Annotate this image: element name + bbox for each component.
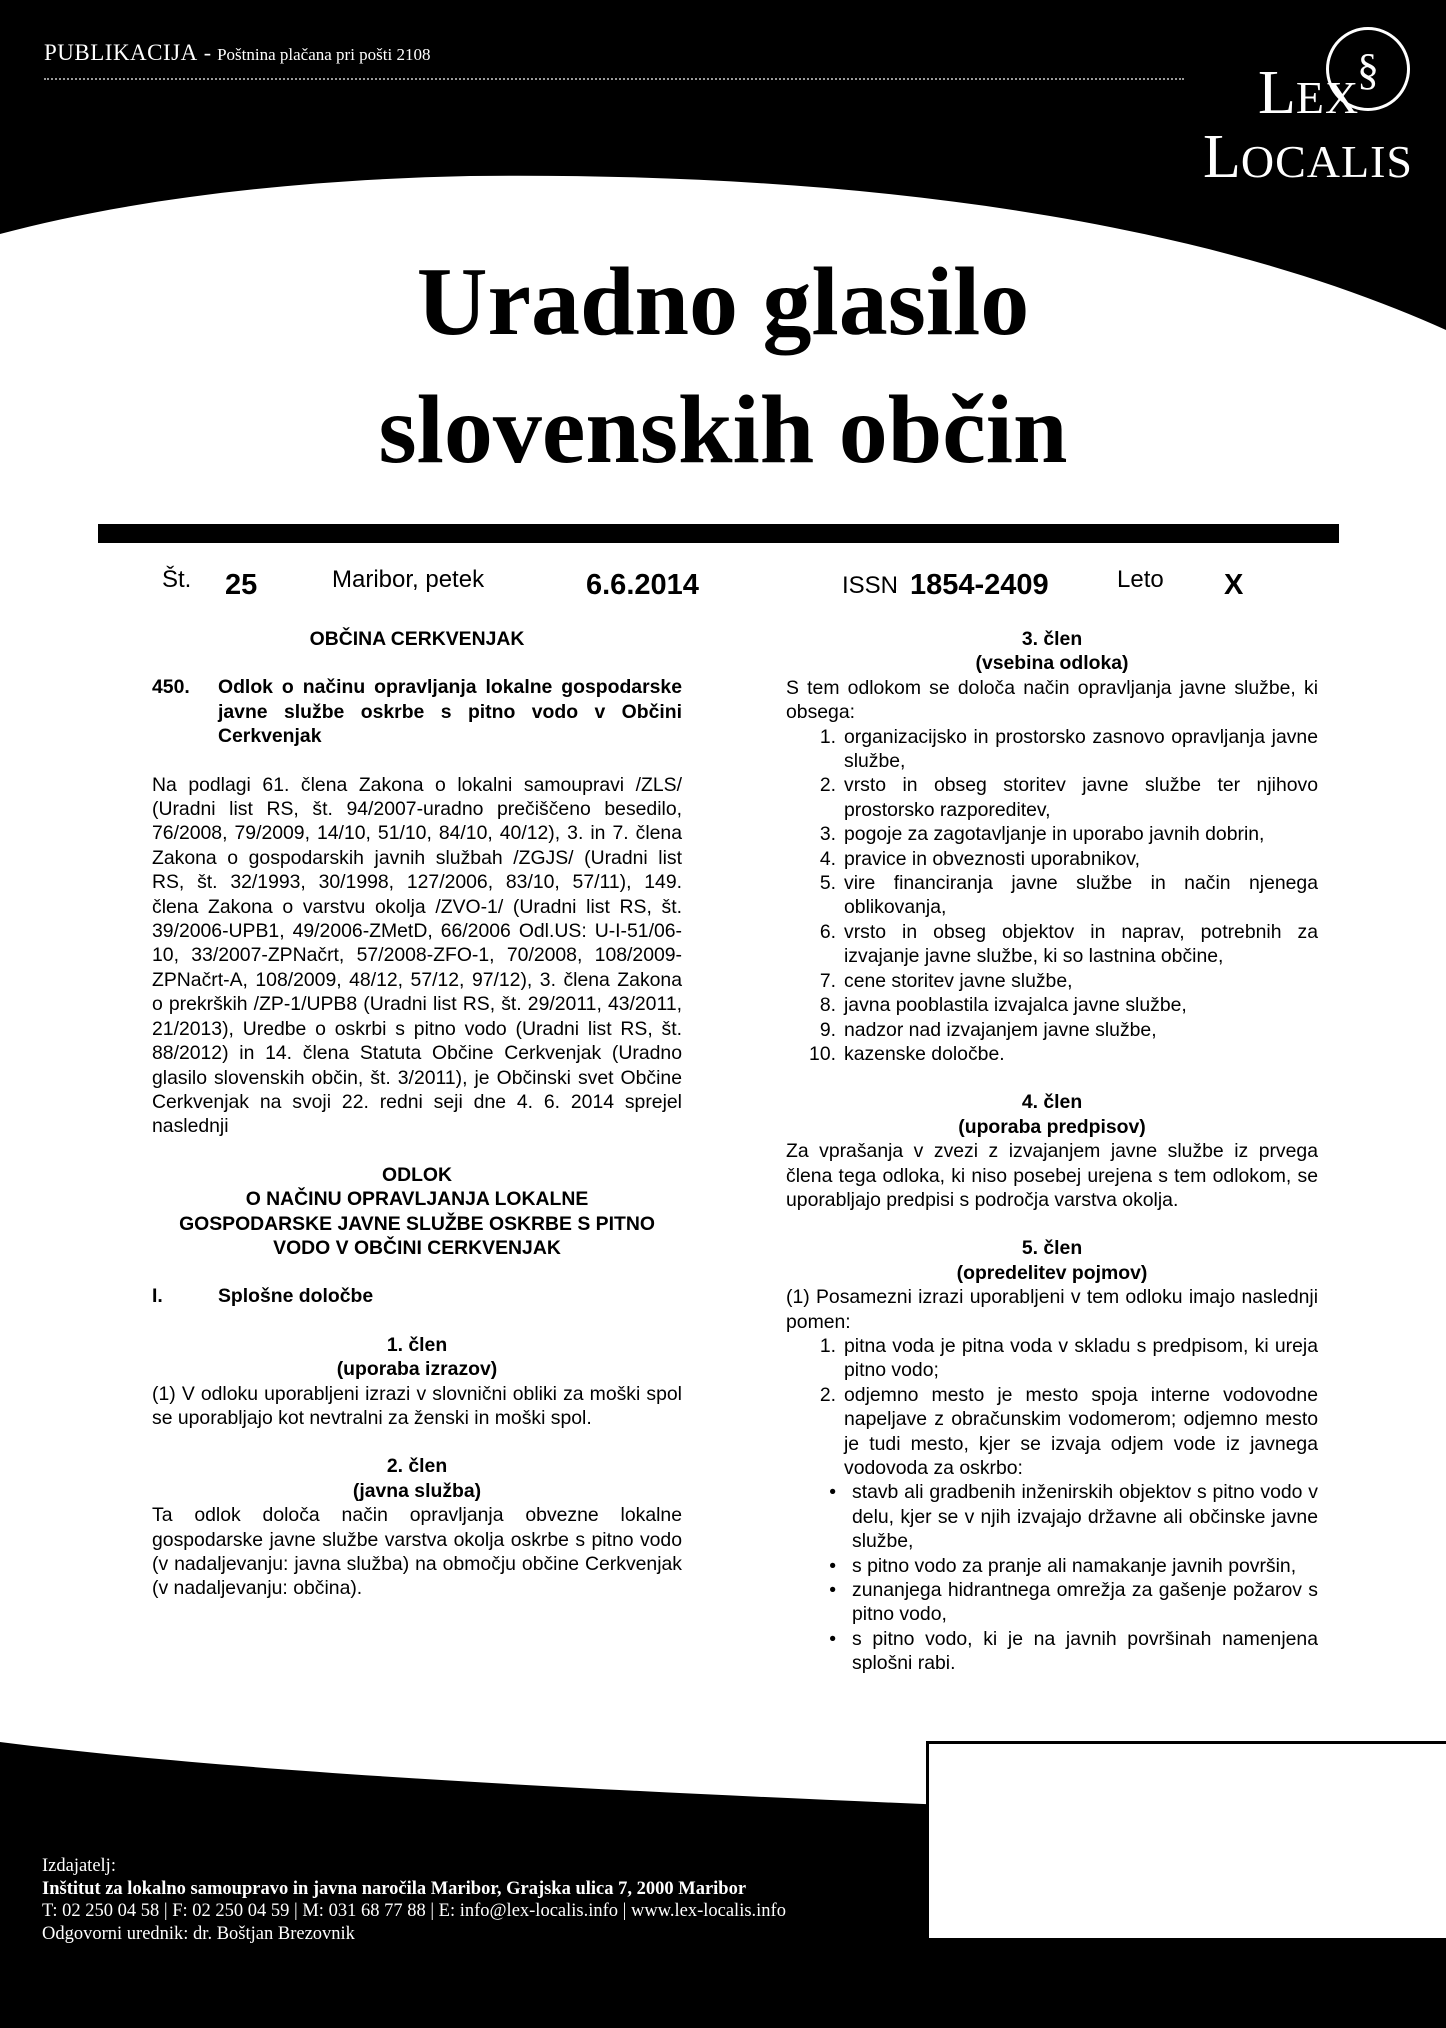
list-item-text: vire financiranja javne službe in način njenega oblikovanja,	[844, 872, 1318, 919]
bullet-text: stavb ali gradbenih inženirskih objektov s pitno vodo v delu, kjer se v njih izvajajo državne ali občinske javne službe,	[852, 1481, 1318, 1553]
list-item	[786, 1334, 1318, 1383]
issue-place-day: Maribor, petek	[332, 566, 485, 593]
article-5-intro: (1) Posamezni izrazi uporabljeni v tem odloku imajo naslednji pomen:	[786, 1286, 1318, 1333]
bullet-dot-icon: •	[829, 1554, 836, 1577]
bullet-dot-icon: •	[829, 1579, 836, 1602]
dotted-divider	[44, 78, 1184, 80]
page-title	[0, 238, 1446, 494]
bullet-dot-icon: •	[829, 1627, 836, 1650]
logo-localis	[1203, 123, 1413, 191]
article-5-bullets	[786, 1480, 1318, 1675]
list-item-number: 3.	[819, 823, 836, 846]
title-rule	[98, 524, 1339, 543]
logo-localis-cap: L	[1203, 123, 1241, 191]
article-5-list	[786, 1334, 1318, 1480]
list-item-number: 7.	[819, 969, 836, 992]
list-item	[786, 847, 1318, 871]
list-item-number: 2.	[819, 1383, 836, 1406]
article-4-text: Za vprašanja v zvezi z izvajanjem javne službe iz prvega člena tega odloka, ki niso posebej urejena s tem odlokom, se uporabljajo predpisi s področja varstva okolja.	[786, 1140, 1318, 1211]
decree-heading-4: VODO V OBČINI CERKVENJAK	[273, 1236, 561, 1259]
footer-contacts: T: 02 250 04 58 | F: 02 250 04 59 | M: 031 68 77 88 | E: info@lex-localis.info | www.lex-localis.info	[42, 1901, 786, 1921]
postage-note: Poštnina plačana pri pošti 2108	[217, 45, 431, 64]
article-5-title: (opredelitev pojmov)	[956, 1261, 1148, 1284]
issn-number: 1854-2409	[910, 569, 1049, 601]
list-item	[786, 1383, 1318, 1481]
article-4-title: (uporaba predpisov)	[958, 1115, 1146, 1138]
article-1-number: 1. člen	[386, 1333, 448, 1356]
article-3-number: 3. člen	[1021, 628, 1083, 650]
list-item-text: vrsto in obseg storitev javne službe ter njihovo prostorsko razporeditev,	[844, 774, 1318, 821]
list-item-text: vrsto in obseg objektov in naprav, potrebnih za izvajanje javne službe, ki so lastnina občine,	[844, 920, 1318, 968]
list-item-text: nadzor nad izvajanjem javne službe,	[844, 1018, 1157, 1041]
list-item-number: 9.	[819, 1018, 836, 1041]
bullet-text: s pitno vodo, ki je na javnih površinah namenjena splošni rabi.	[852, 1627, 1318, 1675]
logo-lex-cap: L	[1258, 59, 1296, 127]
list-item	[786, 920, 1318, 969]
article-1-title: (uporaba izrazov)	[336, 1358, 498, 1381]
list-item-text: pravice in obveznosti uporabnikov,	[844, 847, 1141, 870]
list-item-number: 4.	[819, 847, 836, 870]
blank-box	[926, 1741, 1446, 1941]
publisher-label: Izdajatelj:	[42, 1856, 116, 1876]
list-item	[786, 822, 1318, 846]
year-roman: X	[1224, 569, 1244, 601]
bullet-item	[786, 1627, 1318, 1676]
list-item	[786, 993, 1318, 1017]
section-title: Splošne določbe	[218, 1285, 374, 1308]
publication-line	[44, 40, 430, 66]
logo-localis-rest: OCALIS	[1240, 136, 1413, 187]
issue-number: 25	[225, 569, 258, 601]
list-item-number: 10.	[809, 1042, 836, 1065]
list-item-number: 6.	[819, 920, 836, 943]
article-4-number: 4. člen	[1021, 1091, 1083, 1114]
list-item	[786, 871, 1318, 920]
decree-heading-1: ODLOK	[381, 1163, 453, 1186]
year-label: Leto	[1117, 566, 1164, 593]
bullet-dot-icon: •	[829, 1481, 836, 1504]
article-2-text: Ta odlok določa način opravljanja obvezne lokalne gospodarske javne službe varstva okolja oskrbe s pitno vodo (v nadaljevanju: javna služba) na območju občine Cerkvenjak (v nadaljevanju: občina).	[152, 1504, 682, 1600]
right-column	[786, 627, 1318, 1676]
list-item-number: 1.	[819, 725, 836, 748]
article-3-title: (vsebina odloka)	[975, 652, 1129, 675]
section-sign-icon: §	[1326, 27, 1410, 111]
bullet-item	[786, 1480, 1318, 1553]
list-item-text: cene storitev javne službe,	[844, 969, 1073, 992]
item-number: 450.	[152, 676, 190, 699]
left-column	[152, 627, 682, 1601]
list-item-text: odjemno mesto je mesto spoja interne vodovodne napeljave z obračunskim vodomerom; odjemno mesto je tudi mesto, kjer se izvaja odjem vode iz javnega vodovoda za oskrbo:	[844, 1383, 1318, 1479]
list-item	[786, 969, 1318, 993]
publication-separator: -	[203, 40, 212, 65]
list-item	[786, 1018, 1318, 1042]
footer-editor: Odgovorni urednik: dr. Boštjan Brezovnik	[42, 1923, 355, 1944]
logo-lex-rest: EX	[1295, 72, 1360, 123]
list-item-number: 8.	[819, 994, 836, 1017]
article-2-number: 2. člen	[386, 1455, 448, 1478]
logo-lex	[1258, 59, 1360, 127]
list-item-text: pitna voda je pitna voda v skladu s predpisom, ki ureja pitno vodo;	[844, 1334, 1318, 1382]
bullet-text: zunanjega hidrantnega omrežja za gašenje požarov s pitno vodo,	[852, 1579, 1318, 1626]
list-item-number: 2.	[819, 774, 836, 797]
issn-label: ISSN	[842, 572, 899, 599]
bullet-item	[786, 1578, 1318, 1627]
list-item	[786, 1042, 1318, 1066]
preamble-text: Na podlagi 61. člena Zakona o lokalni samoupravi /ZLS/ (Uradni list RS, št. 94/2007-uradno prečiščeno besedilo, 76/2008, 79/2009, 14/10, 51/10, 84/10, 40/12), 3. in 7. člena Zakona o gospodarskih javnih službah /ZGJS/ (Uradni list RS, št. 32/1993, 30/1998, 127/2006, 83/10, 57/11), 149. člena Zakona o varstvu okolja /ZVO-1/ (Uradni list RS, št. 39/2006-UPB1, 49/2006-ZMetD, 66/2006 Odl.US: U-I-51/06-10, 33/2007-ZPNačrt, 57/2008-ZFO-1, 70/2008, 108/2009-ZPNačrt-A, 108/2009, 48/12, 57/12, 97/12), 3. člena Zakona o prekrških /ZP-1/UPB8 (Uradni list RS, št. 29/2011, 43/2011, 21/2013), Uredbe o oskrbi s pitno vodo (Uradni list RS, št. 88/2012) in 14. člena Statuta Občine Cerkvenjak (Uradno glasilo slovenskih občin, št. 3/2011), je Občinski svet Občine Cerkvenjak na svoji 22. redni seji dne 4. 6. 2014 sprejel naslednji	[152, 773, 682, 1138]
list-item-number: 5.	[819, 872, 836, 895]
bullet-text: s pitno vodo za pranje ali namakanje javnih površin,	[852, 1554, 1297, 1577]
section-heading	[152, 1284, 682, 1308]
article-3-list	[786, 725, 1318, 1067]
footer-info	[42, 1855, 786, 1945]
title-line-1: Uradno glasilo	[416, 248, 1030, 356]
decree-heading-3: GOSPODARSKE JAVNE SLUŽBE OSKRBE S PITNO	[179, 1212, 655, 1235]
decree-heading-2: O NAČINU OPRAVLJANJA LOKALNE	[245, 1188, 589, 1211]
item-title: Odlok o načinu opravljanja lokalne gospodarske javne službe oskrbe s pitno vodo v Občini Cerkvenjak	[218, 676, 682, 748]
title-line-2: slovenskih občin	[378, 376, 1068, 484]
list-item-text: pogoje za zagotavljanje in uporabo javnih dobrin,	[844, 823, 1265, 846]
article-1-text: (1) V odloku uporabljeni izrazi v slovnični obliki za moški spol se uporabljajo kot nevtralni za ženski in moški spol.	[152, 1382, 682, 1429]
list-item-text: javna pooblastila izvajalca javne službe,	[844, 994, 1187, 1017]
item-heading	[152, 675, 682, 748]
article-2-title: (javna služba)	[352, 1479, 482, 1502]
article-3-intro: S tem odlokom se določa način opravljanja javne službe, ki obsega:	[786, 676, 1318, 724]
list-item	[786, 773, 1318, 822]
publisher-name: Inštitut za lokalno samoupravo in javna naročila Maribor, Grajska ulica 7, 2000 Maribor	[42, 1878, 747, 1899]
list-item-text: kazenske določbe.	[844, 1042, 1005, 1065]
list-item-number: 1.	[819, 1334, 836, 1357]
article-5-number: 5. člen	[1021, 1237, 1083, 1260]
bullet-item	[786, 1554, 1318, 1578]
publication-label: PUBLIKACIJA	[44, 40, 198, 65]
section-number: I.	[152, 1285, 163, 1308]
issue-number-label: Št.	[162, 566, 192, 593]
list-item	[786, 725, 1318, 774]
list-item-text: organizacijsko in prostorsko zasnovo opravljanja javne službe,	[844, 725, 1318, 773]
issue-date: 6.6.2014	[586, 569, 699, 601]
municipality-heading: OBČINA CERKVENJAK	[309, 628, 525, 650]
